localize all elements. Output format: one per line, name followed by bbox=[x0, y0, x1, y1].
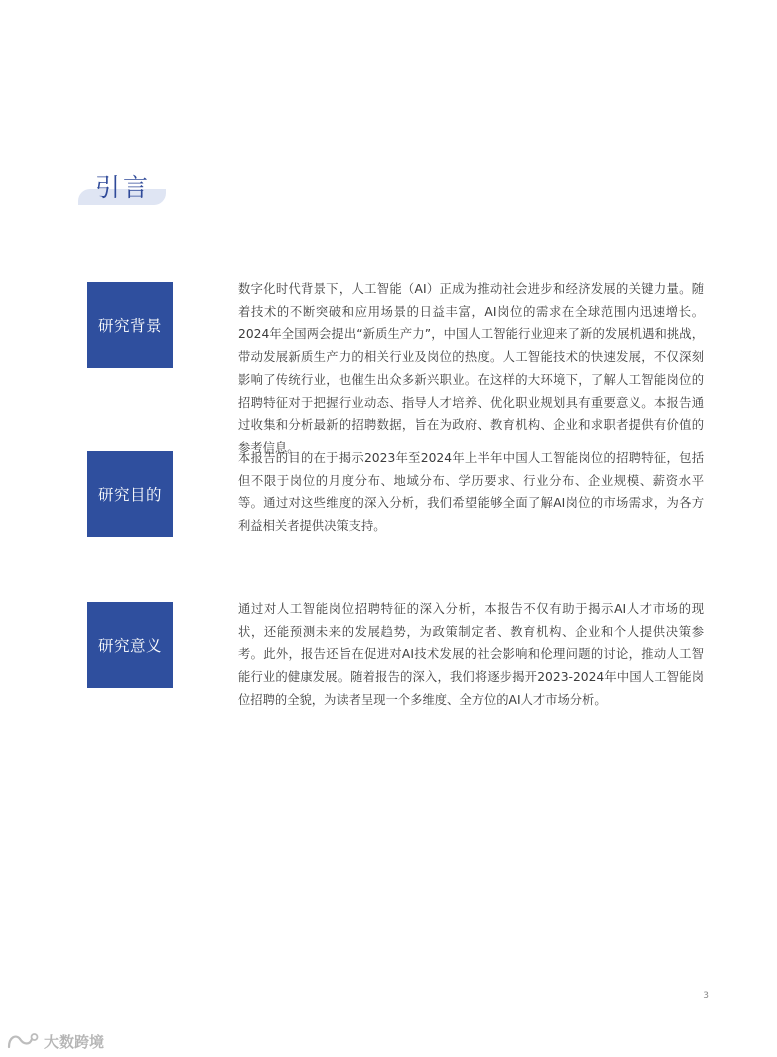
section-text-purpose: 本报告的目的在于揭示2023年至2024年上半年中国人工智能岗位的招聘特征，包括但不限于岗位的月度分布、地域分布、学历要求、行业分布、企业规模、薪资水平等。通过对这些维度的深入分析，我们希望能够全面了解AI岗位的市场需求，为各方利益相关者提供决策支持。 bbox=[238, 451, 704, 534]
section-text-background: 数字化时代背景下，人工智能（AI）正成为推动社会进步和经济发展的关键力量。随着技术的不断突破和应用场景的日益丰富，AI岗位的需求在全球范围内迅速增长。2024年全国两会提出“新质生产力”，中国人工智能行业迎来了新的发展机遇和挑战，带动发展新质生产力的相关行业及岗位的热度。人工智能技术的快速发展，不仅深刻影响了传统行业，也催生出众多新兴职业。在这样的大环境下，了解人工智能岗位的招聘特征对于把握行业动态、指导人才培养、优化职业规划具有重要意义。本报告通过收集和分析最新的招聘数据，旨在为政府、教育机构、企业和求职者提供有价值的参考信息。 bbox=[238, 282, 704, 455]
section-label-significance: 研究意义 bbox=[97, 637, 162, 655]
page-title: 引言 bbox=[95, 173, 152, 202]
page-title-block bbox=[78, 166, 178, 210]
watermark-text: 大数跨境 bbox=[44, 1032, 105, 1051]
section-label-background: 研究背景 bbox=[97, 317, 162, 335]
section-label-box-purpose bbox=[87, 451, 173, 537]
section-label-box-background bbox=[87, 282, 173, 368]
bigdata-logo-icon bbox=[6, 1031, 40, 1051]
section-label-purpose: 研究目的 bbox=[97, 486, 162, 504]
section-label-box-significance bbox=[87, 602, 173, 688]
section-text-significance: 通过对人工智能岗位招聘特征的深入分析，本报告不仅有助于揭示AI人才市场的现状，还能预测未来的发展趋势，为政策制定者、教育机构、企业和个人提供决策参考。此外，报告还旨在促进对AI技术发展的社会影响和伦理问题的讨论，推动人工智能行业的健康发展。随着报告的深入，我们将逐步揭开2023-2024年中国人工智能岗位招聘的全貌，为读者呈现一个多维度、全方位的AI人才市场分析。 bbox=[238, 602, 704, 707]
watermark bbox=[6, 1030, 104, 1052]
page-number: 3 bbox=[703, 991, 709, 1001]
